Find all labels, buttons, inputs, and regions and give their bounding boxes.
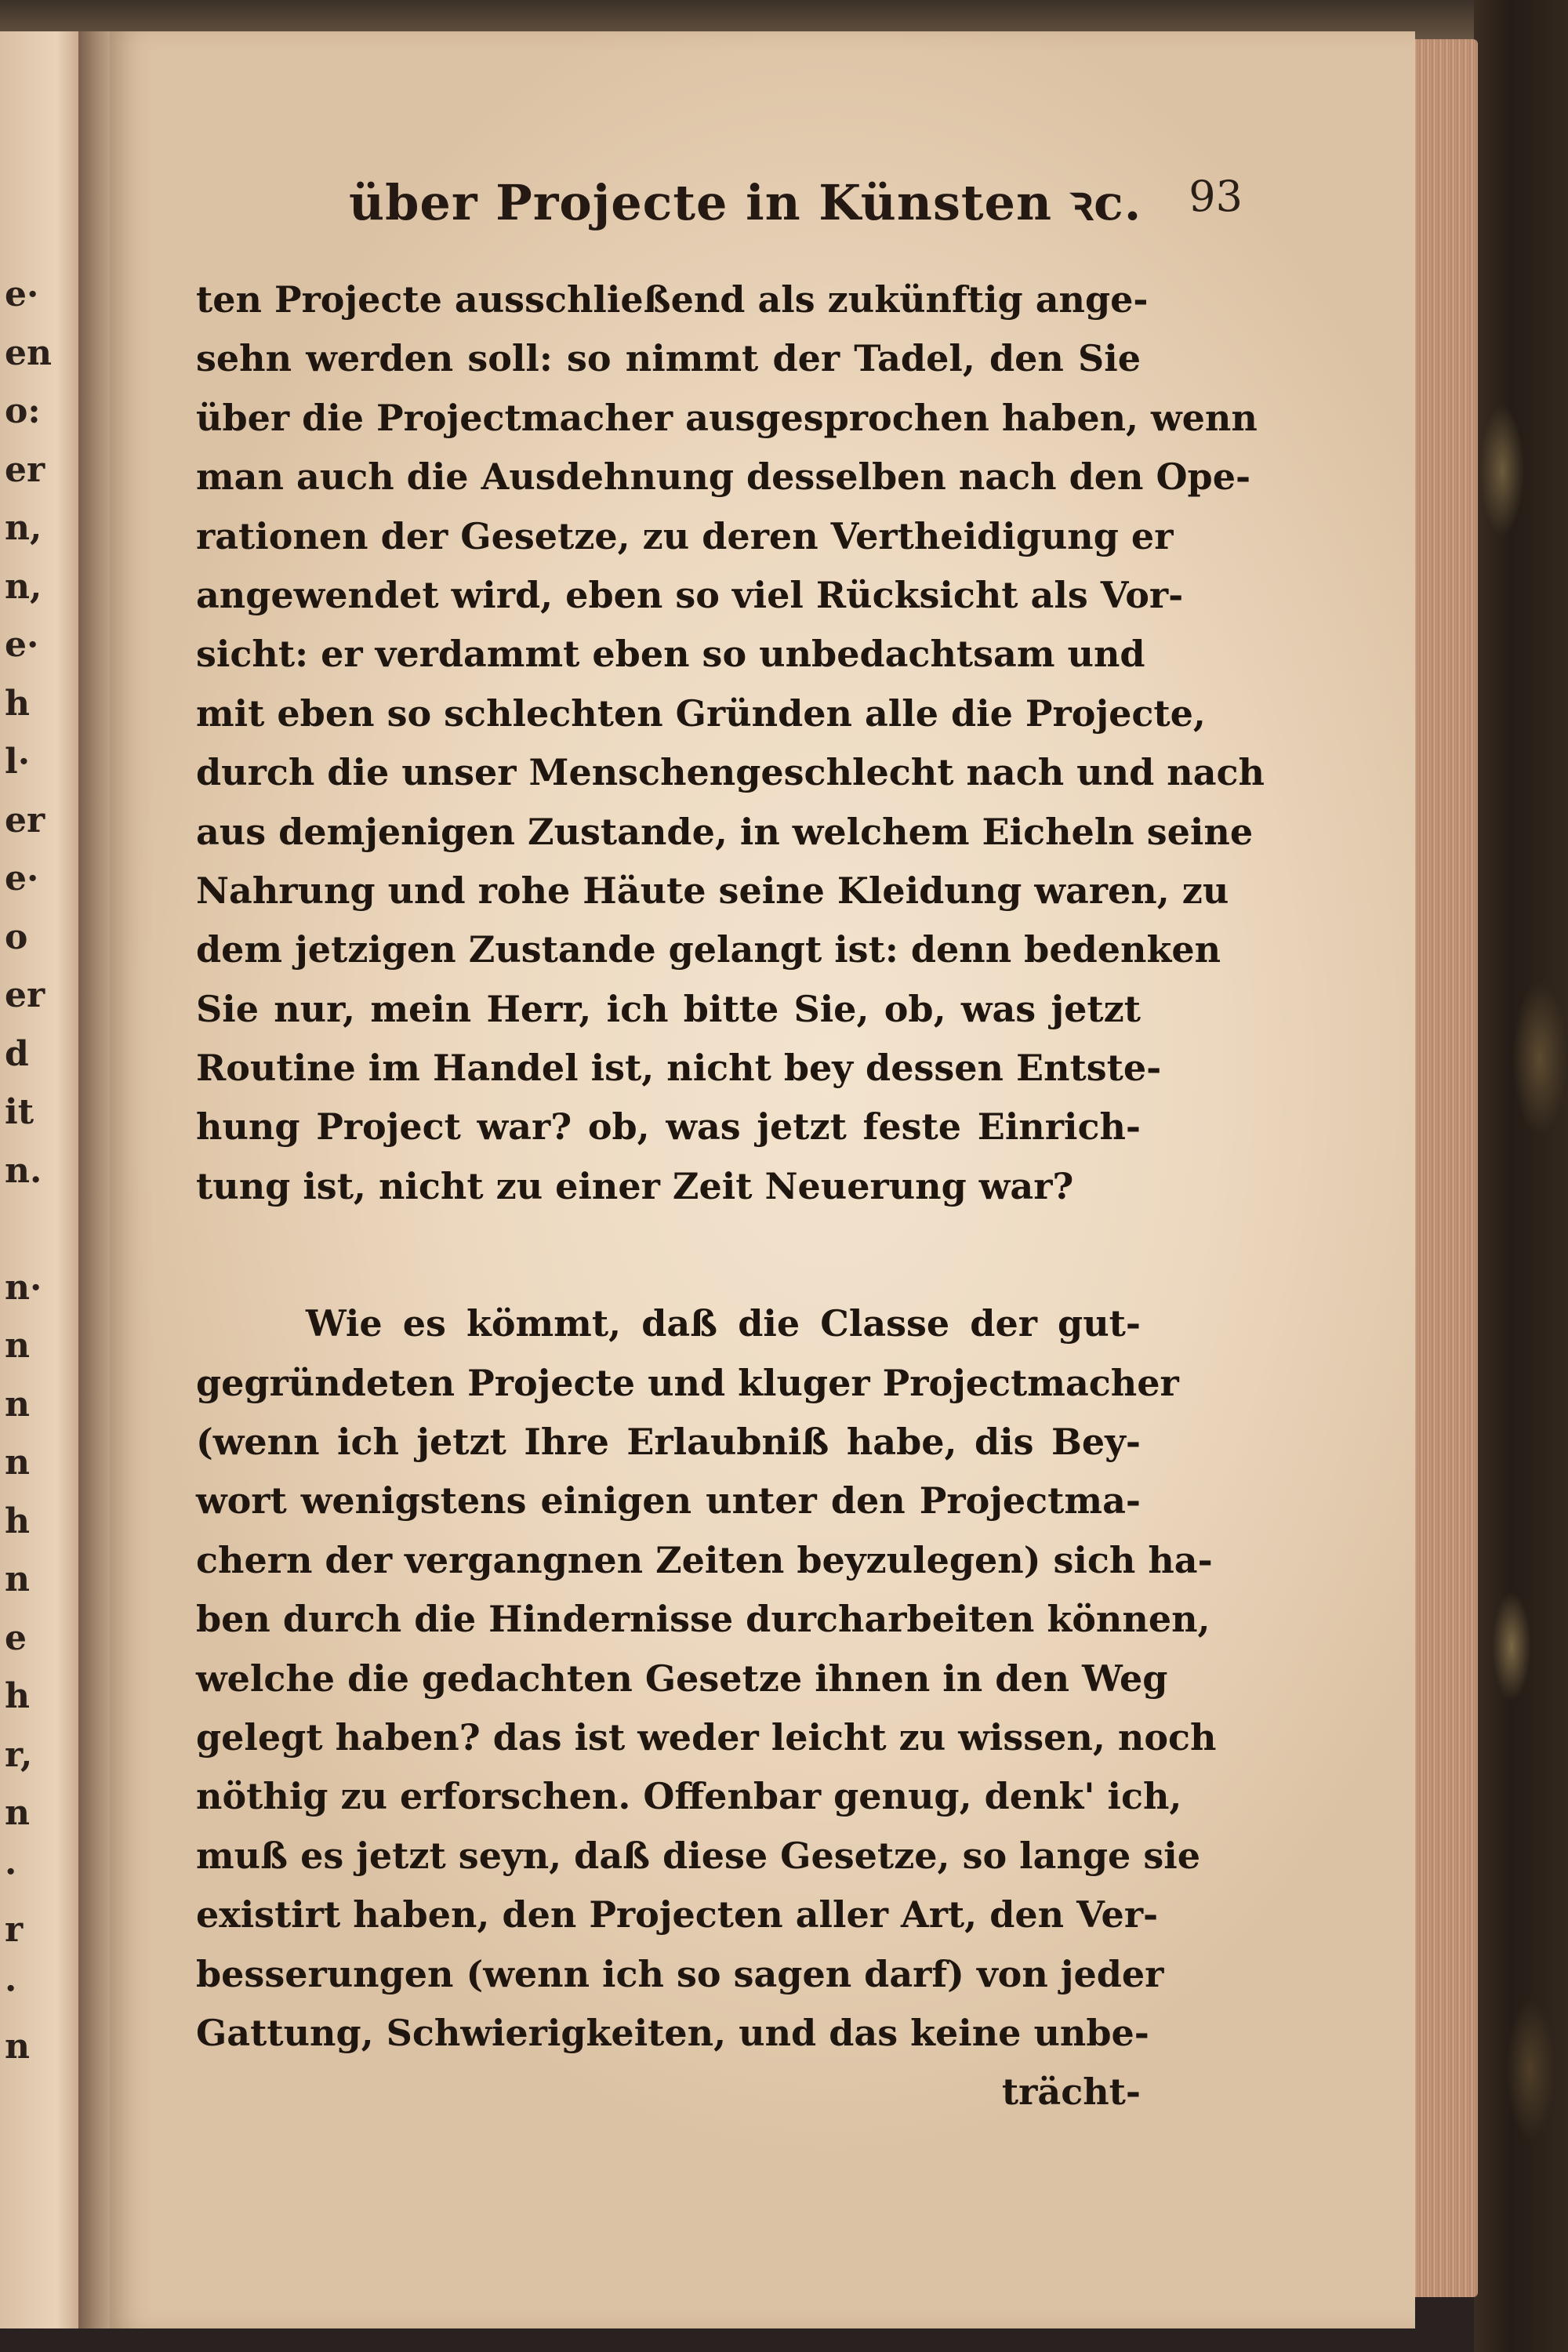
- text-line: Nahrung und rohe Häute seine Kleidung waren, zu: [196, 869, 1229, 912]
- facing-page-fragment: ·: [5, 1851, 17, 1892]
- text-line: sicht: er verdammt eben so unbedachtsam und: [196, 633, 1145, 676]
- text-line: (wenn ich jetzt Ihre Erlaubniß habe, dis Bey-: [196, 1421, 1141, 1464]
- facing-page-fragment: n: [5, 1443, 30, 1483]
- text-line: rationen der Gesetze, zu deren Vertheidigung er: [196, 514, 1174, 557]
- text-line: angewendet wird, eben so viel Rücksicht als Vor-: [196, 573, 1184, 616]
- page-edges: [1411, 39, 1478, 2297]
- text-line: welche die gedachten Gesetze ihnen in den Weg: [196, 1657, 1168, 1700]
- text-line: durch die unser Menschengeschlecht nach und nach: [196, 751, 1265, 794]
- running-head: über Projecte in Künsten ꝛc.: [349, 174, 1142, 231]
- facing-page-fragment: n,: [5, 508, 42, 548]
- facing-page-fragment: h: [5, 683, 30, 724]
- text-line: ben durch die Hindernisse durcharbeiten können,: [196, 1598, 1210, 1641]
- text-line: gegründeten Projecte und kluger Projectmacher: [196, 1361, 1179, 1404]
- text-line: sehn werden soll: so nimmt der Tadel, den Sie: [196, 337, 1141, 380]
- body-text: [196, 270, 1265, 2122]
- text-line: tung ist, nicht zu einer Zeit Neuerung war?: [196, 1164, 1074, 1207]
- facing-page-fragment: e·: [5, 625, 39, 665]
- facing-page-fragment: n.: [5, 1150, 42, 1191]
- facing-page-fragment: r,: [5, 1734, 33, 1775]
- facing-page-fragment: er: [5, 975, 45, 1015]
- facing-page-fragment: e: [5, 1617, 27, 1658]
- text-line: existirt haben, den Projecten aller Art, den Ver-: [196, 1893, 1159, 1936]
- facing-page-fragment: n: [5, 2027, 30, 2067]
- text-line: gelegt haben? das ist weder leicht zu wissen, noch: [196, 1715, 1217, 1759]
- text-line: Gattung, Schwierigkeiten, und das keine unbe-: [196, 2011, 1149, 2054]
- facing-page-fragment: n·: [5, 1267, 42, 1308]
- facing-page-fragment: o: [5, 916, 28, 957]
- catchword: trächt-: [1001, 2071, 1141, 2114]
- facing-page-fragment: n: [5, 1559, 30, 1599]
- facing-page-fragment: l·: [5, 742, 31, 782]
- text-line: hung Project war? ob, was jetzt feste Einrich-: [196, 1105, 1141, 1149]
- facing-page-fragment: e·: [5, 858, 39, 898]
- facing-page-fragment: h: [5, 1676, 30, 1716]
- text-line: man auch die Ausdehnung desselben nach den Ope-: [196, 456, 1251, 499]
- facing-page-fragment: d: [5, 1033, 29, 1074]
- facing-page-fragment: it: [5, 1092, 34, 1132]
- text-line: dem jetzigen Zustande gelangt ist: denn bedenken: [196, 928, 1221, 971]
- facing-page-fragment: e·: [5, 274, 39, 314]
- text-line: muß es jetzt seyn, daß diese Gesetze, so lange sie: [196, 1834, 1200, 1877]
- facing-page-fragment: en: [5, 332, 52, 373]
- text-line: Sie nur, mein Herr, ich bitte Sie, ob, was jetzt: [196, 987, 1141, 1030]
- facing-page-fragment: n: [5, 1326, 30, 1366]
- text-line: chern der vergangnen Zeiten beyzulegen) sich ha-: [196, 1538, 1213, 1581]
- text-line: mit eben so schlechten Gründen alle die Projecte,: [196, 691, 1206, 735]
- facing-page-fragment: n,: [5, 566, 42, 607]
- text-line: Wie es kömmt, daß die Classe der gut-: [306, 1302, 1141, 1345]
- text-line: nöthig zu erforschen. Offenbar genug, denk' ich,: [196, 1775, 1182, 1818]
- facing-page-fragment: h: [5, 1501, 30, 1541]
- text-line: ten Projecte ausschließend als zukünftig ange-: [196, 278, 1149, 321]
- page-header: [349, 169, 1243, 239]
- facing-page-fragment: r: [5, 1910, 24, 1950]
- text-line: wort wenigstens einigen unter den Projectma-: [196, 1479, 1141, 1523]
- marbled-cover: [1474, 0, 1568, 2352]
- text-line: über die Projectmacher ausgesprochen haben, wenn: [196, 396, 1258, 439]
- paragraph-gap: [196, 1216, 1141, 1294]
- facing-page-fragment: n: [5, 1793, 30, 1833]
- facing-page-fragment: ·: [5, 1968, 17, 2009]
- facing-page-fragment: er: [5, 800, 45, 840]
- text-line: besserungen (wenn ich so sagen darf) von jeder: [196, 1952, 1164, 1995]
- page-number: 93: [1189, 172, 1243, 221]
- facing-page-fragment: er: [5, 449, 45, 490]
- text-line: Routine im Handel ist, nicht bey dessen Entste-: [196, 1047, 1162, 1090]
- facing-page-fragment: n: [5, 1384, 30, 1425]
- text-line: aus demjenigen Zustande, in welchem Eicheln seine: [196, 810, 1254, 853]
- facing-page-fragment: o:: [5, 391, 41, 431]
